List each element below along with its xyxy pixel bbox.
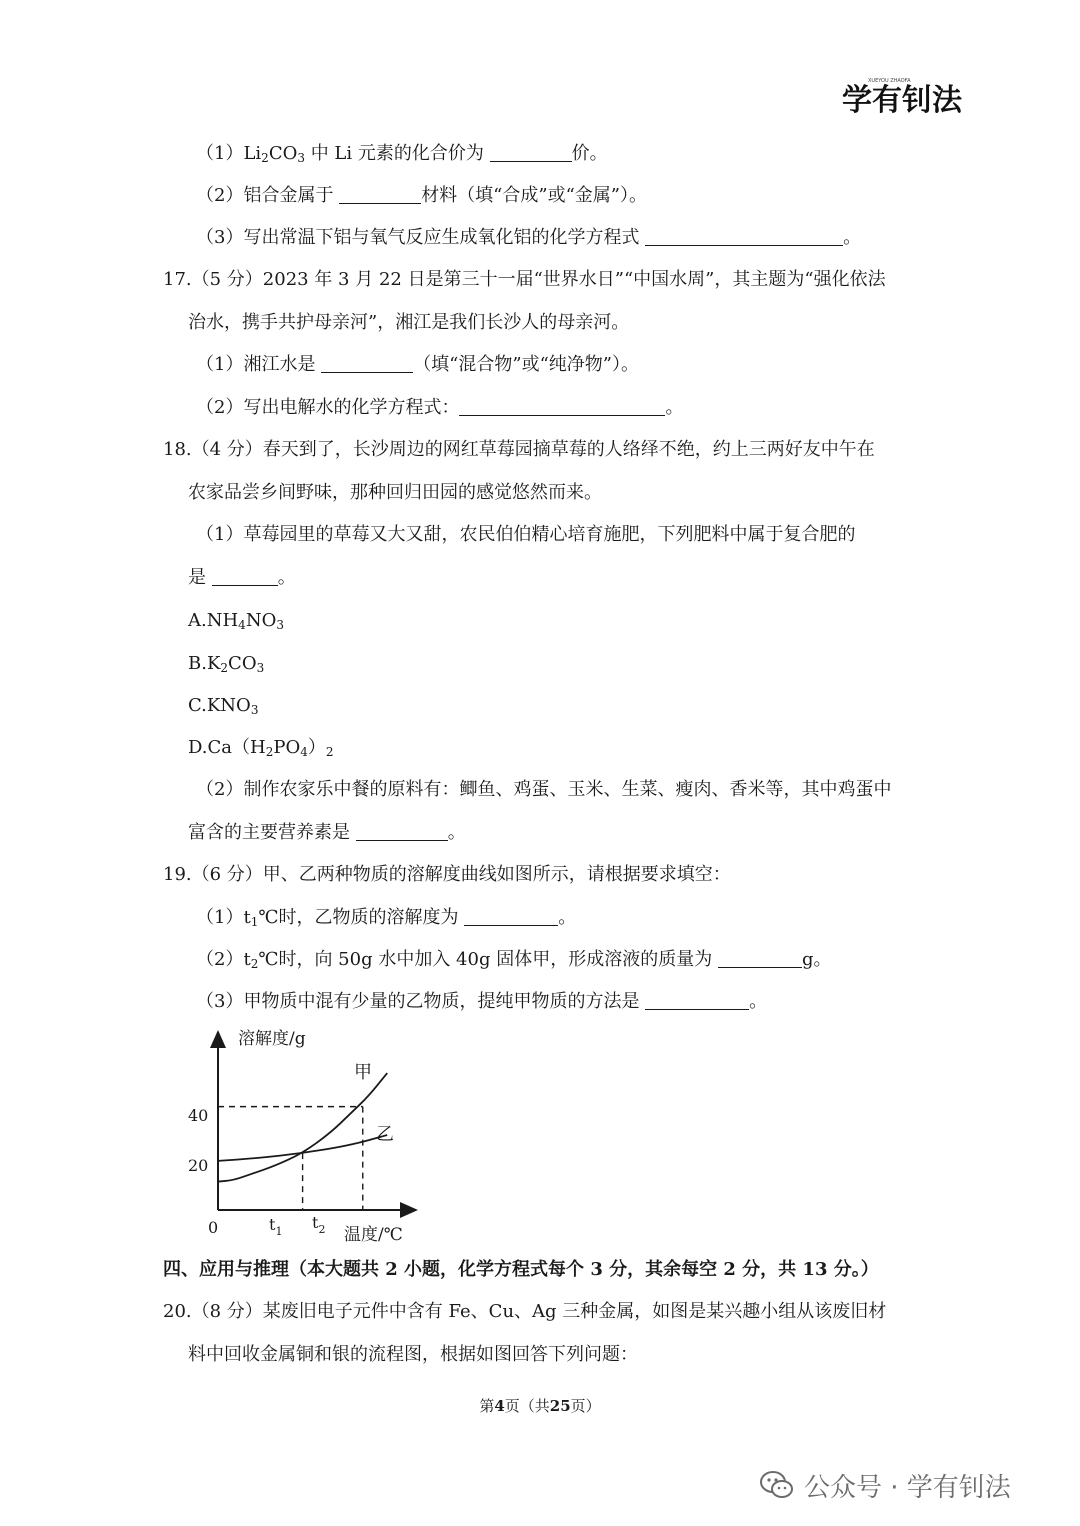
series-label-jia: 甲 (354, 1062, 372, 1083)
option-b: $B.K_2CO_3$ (188, 653, 265, 675)
answer-blank[interactable] (356, 822, 448, 841)
q18-part2-line1: （2）制作农家乐中餐的原料有：鲫鱼、鸡蛋、玉米、生菜、瘦肉、香米等，其中鸡蛋中 (196, 779, 892, 800)
answer-blank[interactable] (212, 567, 278, 586)
answer-blank[interactable] (464, 907, 558, 926)
q17-part2: （2）写出电解水的化学方程式： 。 (196, 397, 684, 418)
q19-stem: 19.（6 分）甲、乙两种物质的溶解度曲线如图所示，请根据要求填空： (163, 864, 731, 885)
q18-part1-line2: 是 。 (188, 567, 296, 588)
option-c: $C.KNO_3$ (188, 695, 259, 717)
q19-part3: （3）甲物质中混有少量的乙物质，提纯甲物质的方法是 。 (196, 991, 768, 1012)
logo-text: 学有钊法 (842, 83, 962, 118)
answer-blank[interactable] (490, 143, 572, 162)
x-tick-label-t2: $t_2$ (312, 1213, 326, 1236)
page-total: 25 (549, 1397, 571, 1415)
answer-blank[interactable] (645, 991, 749, 1010)
q18-part1-line1: （1）草莓园里的草莓又大又甜，农民伯伯精心培育施肥，下列肥料中属于复合肥的 (196, 524, 856, 545)
answer-blank[interactable] (459, 397, 665, 416)
wechat-text: 公众号 · 学有钊法 (804, 1473, 1011, 1503)
q18-part2-line2: 富含的主要营养素是 。 (188, 822, 466, 843)
q17-stem-line2: 治水，携手共护母亲河”，湘江是我们长沙人的母亲河。 (188, 312, 630, 333)
page-footer: 第4页（共25页） (479, 1397, 601, 1415)
q20-stem-line1: 20.（8 分）某废旧电子元件中含有 Fe、Cu、Ag 三种金属，如图是某兴趣小组从该废旧材 (163, 1301, 887, 1322)
q19-part2: $(2)t_2℃$时，向 50g 水中加入 40g 固体甲，形成溶液的质量为 g。 (196, 949, 832, 971)
option-a: $A.NH_4NO_3$ (188, 610, 284, 632)
series-label-yi: 乙 (376, 1124, 394, 1145)
q16-part3: （3）写出常温下铝与氧气反应生成氧化铝的化学方程式 。 (196, 227, 862, 248)
q18-stem-line2: 农家品尝乡间野味，那种回归田园的感觉悠然而来。 (188, 482, 602, 503)
wechat-watermark (760, 1467, 1060, 1503)
answer-blank[interactable] (645, 227, 843, 246)
page-number: 4 (494, 1397, 505, 1415)
q16-part1: $(1)Li_2CO_3$ 中 Li 元素的化合价为 价。 (196, 143, 608, 165)
logo-image (838, 72, 962, 118)
q18-stem-line1: 18.（4 分）春天到了，长沙周边的网红草莓园摘草莓的人络绎不绝，约上三两好友中午在 (163, 439, 875, 460)
wechat-icon (760, 1470, 794, 1500)
q16-part2: （2）铝合金属于 材料（填“合成”或“金属”）。 (196, 185, 647, 206)
section-heading: 四、应用与推理（本大题共 2 小题，化学方程式每个 3 分，其余每空 2 分，共 13 分。） (163, 1259, 879, 1280)
answer-blank[interactable] (321, 354, 413, 373)
solubility-chart (180, 1020, 440, 1250)
y-tick-label-40: 40 (188, 1106, 209, 1125)
logo-subtext: XUEYOU ZHAOFA (868, 78, 911, 84)
answer-blank[interactable] (718, 949, 802, 968)
q17-part1: （1）湘江水是 （填“混合物”或“纯净物”）。 (196, 354, 639, 375)
q17-stem-line1: 17.（5 分）2023 年 3 月 22 日是第三十一届“世界水日”“中国水周”，其主题为“强化依法 (163, 269, 886, 290)
y-axis-label: 溶解度/g (238, 1029, 306, 1049)
y-tick-label-20: 20 (188, 1156, 209, 1175)
q19-part1: $(1)t_1℃$时，乙物质的溶解度为 。 (196, 907, 577, 929)
origin-label: 0 (208, 1218, 219, 1237)
x-axis-label: 温度/℃ (344, 1225, 403, 1245)
answer-blank[interactable] (339, 185, 421, 204)
option-d: $D.Ca(H_2PO_4)_2$ (188, 737, 334, 759)
x-tick-label-t1: $t_1$ (269, 1215, 283, 1238)
q20-stem-line2: 料中回收金属铜和银的流程图，根据如图回答下列问题： (188, 1344, 638, 1365)
